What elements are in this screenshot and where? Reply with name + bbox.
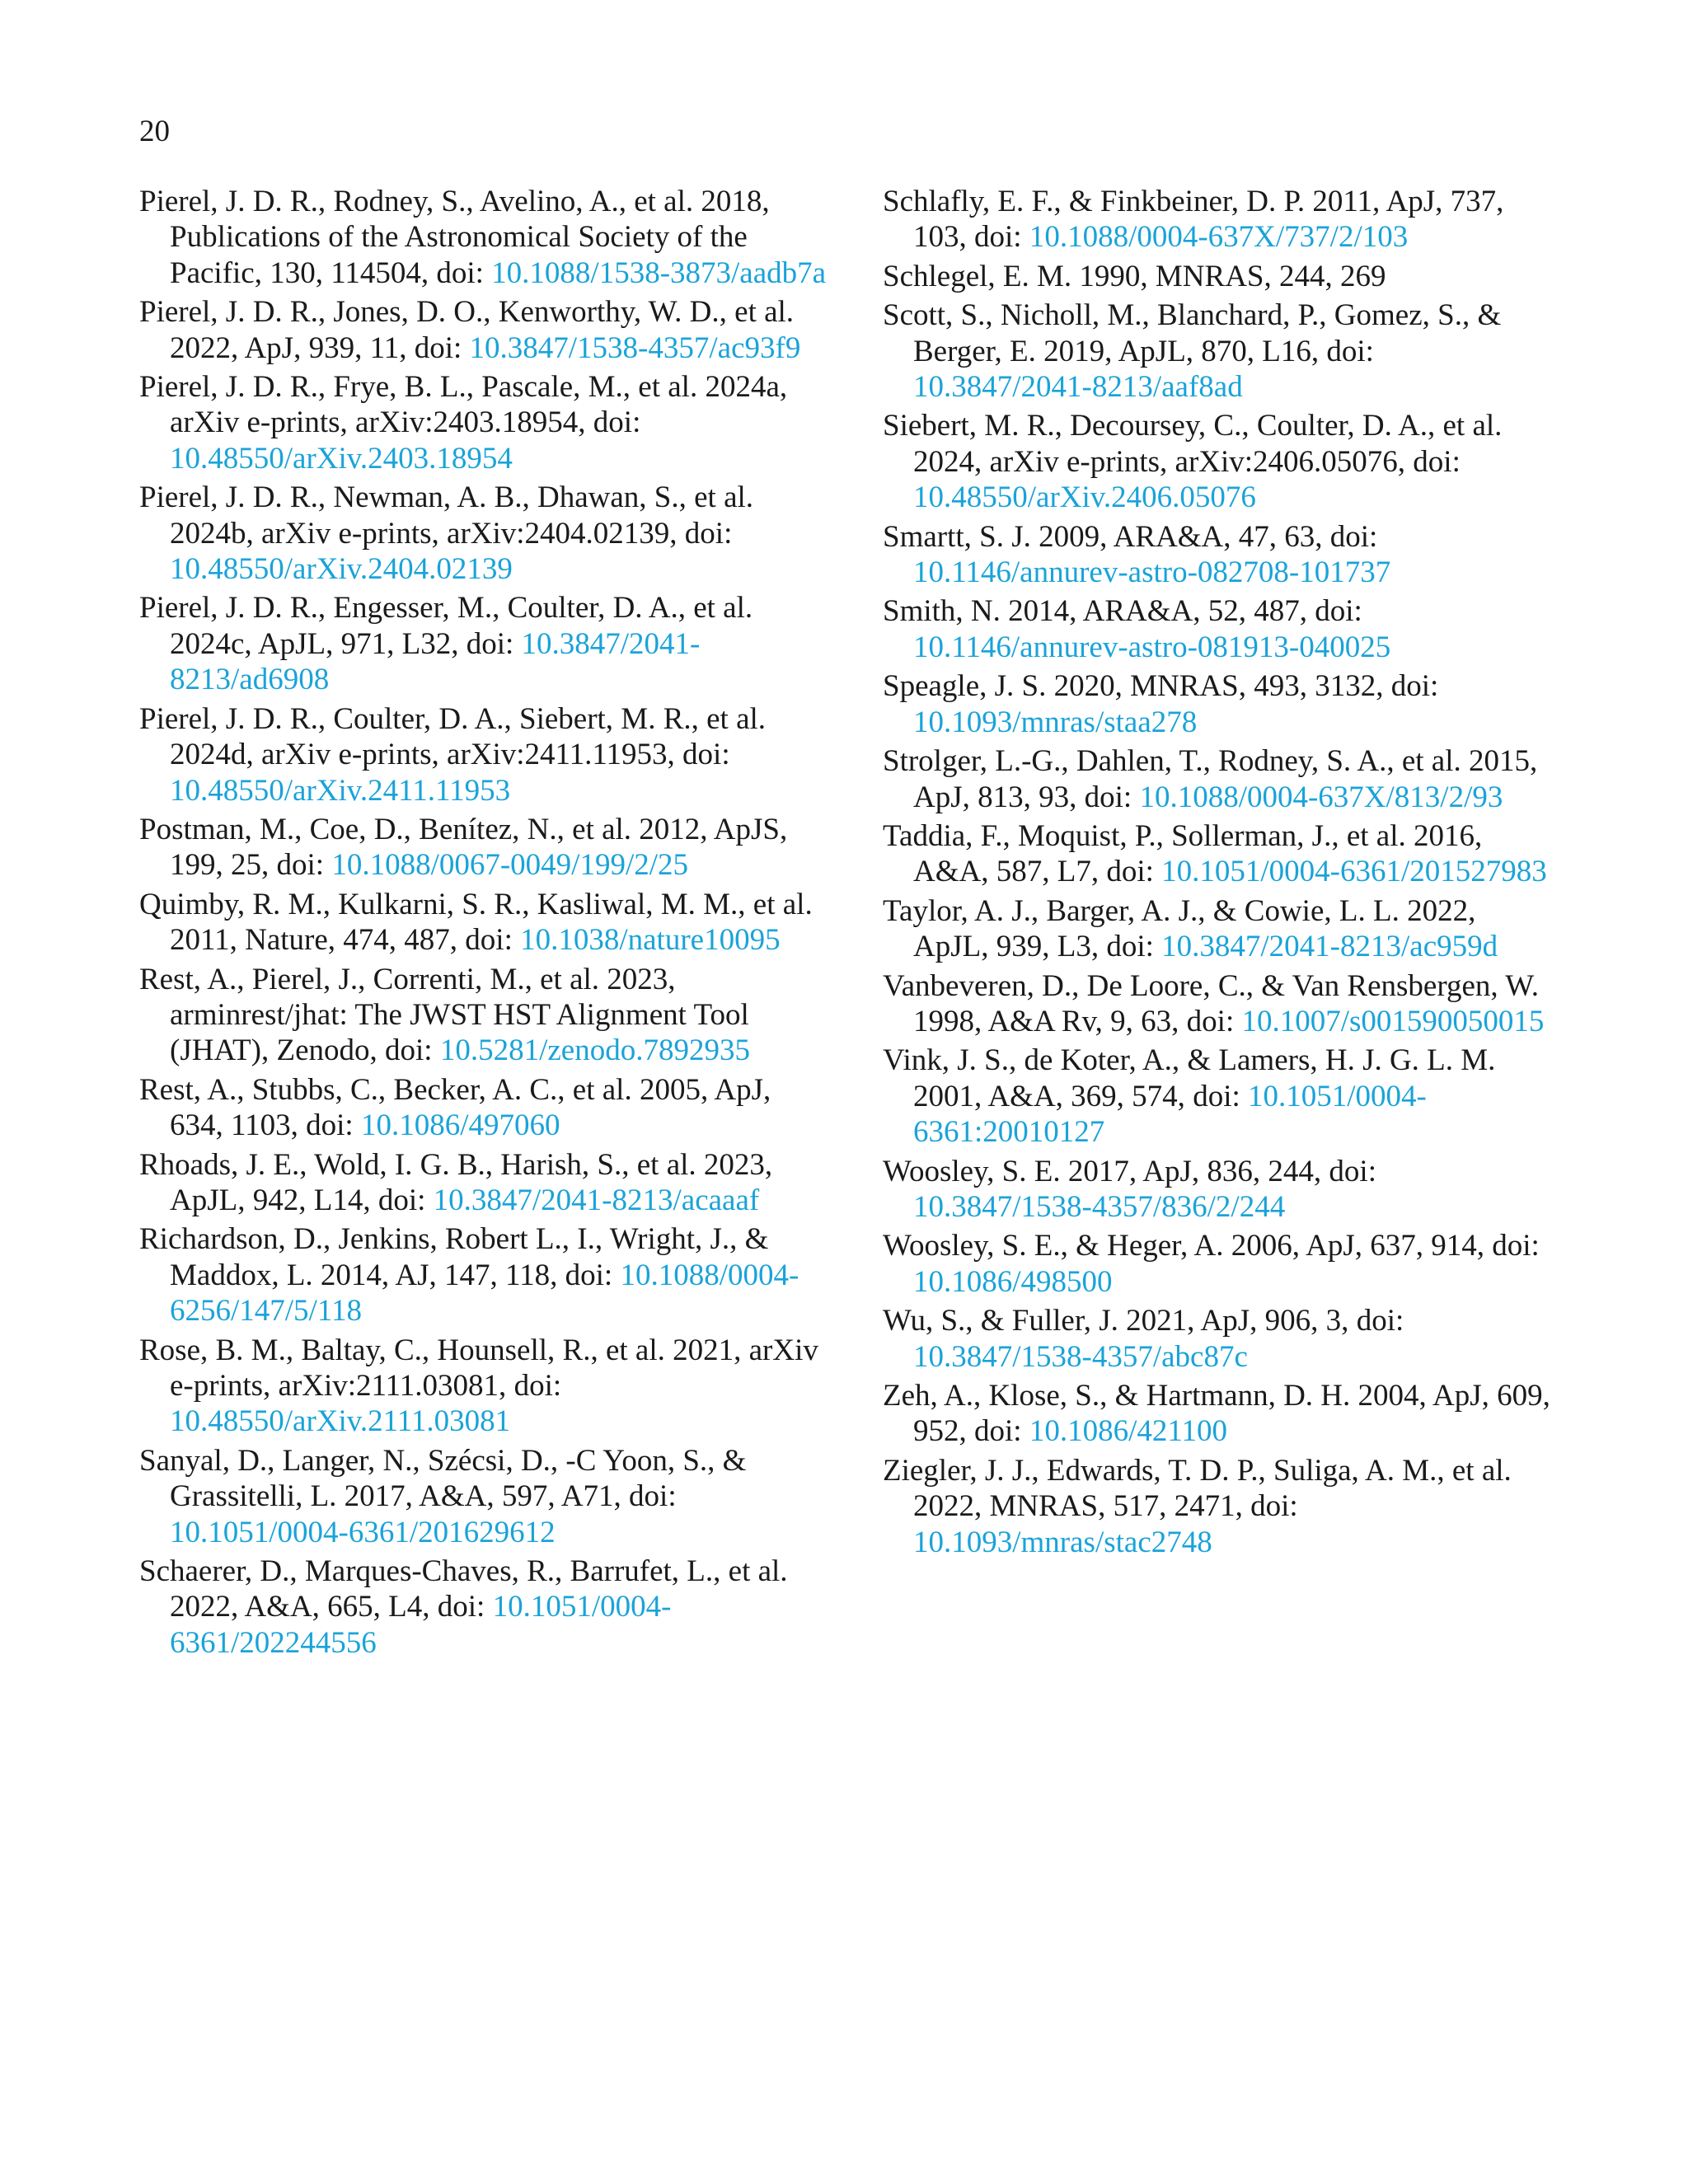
doi-link[interactable]: 10.1086/421100	[1029, 1414, 1227, 1449]
reference-text: Wu, S., & Fuller, J. 2021, ApJ, 906, 3,	[883, 1304, 1349, 1338]
reference-entry	[883, 1043, 1554, 1150]
reference-entry	[139, 590, 828, 697]
reference-text: Taylor, A. J., Barger, A. J., & Cowie, L. L. 2022, ApJL, 939, L3,	[883, 893, 1476, 964]
doi-label: doi:	[414, 330, 462, 365]
doi-link[interactable]: 10.1038/nature10095	[520, 923, 781, 958]
doi-label: doi:	[1492, 1229, 1540, 1263]
doi-label: doi:	[684, 516, 733, 551]
reference-text: Rhoads, J. E., Wold, I. G. B., Harish, S., et al. 2023, ApJL, 942, L14,	[139, 1147, 773, 1217]
doi-label: doi:	[682, 738, 730, 772]
reference-entry	[883, 1154, 1554, 1226]
reference-entry	[139, 1221, 828, 1329]
reference-entry	[139, 1072, 828, 1144]
doi-link[interactable]: 10.1146/annurev-astro-082708-101737	[913, 555, 1391, 590]
doi-label: doi:	[377, 1183, 426, 1217]
doi-label: doi:	[1329, 1154, 1376, 1188]
reference-entry	[139, 962, 828, 1069]
reference-entry	[883, 1228, 1554, 1300]
reference-entry	[883, 1453, 1554, 1560]
reference-text: Pierel, J. D. R., Engesser, M., Coulter, D. A., et al. 2024c, ApJL, 971, L32,	[139, 591, 753, 661]
reference-text: Vanbeveren, D., De Loore, C., & Van Rensbergen, W. 1998, A&A Rv, 9, 63,	[883, 968, 1540, 1038]
doi-label: doi:	[1326, 334, 1374, 368]
doi-label: doi:	[974, 1414, 1022, 1449]
doi-label: doi:	[1193, 1079, 1240, 1113]
reference-entry	[883, 259, 1554, 294]
reference-entry	[883, 408, 1554, 515]
doi-link[interactable]: 10.3847/1538-4357/836/2/244	[913, 1189, 1286, 1224]
reference-text: Zeh, A., Klose, S., & Hartmann, D. H. 2004, ApJ, 609, 952,	[883, 1379, 1550, 1449]
reference-entry	[883, 968, 1554, 1040]
references-right-column	[883, 184, 1554, 1563]
doi-label: doi:	[276, 848, 325, 883]
reference-text: Schaerer, D., Marques-Chaves, R., Barrufet, L., et al. 2022, A&A, 665, L4,	[139, 1554, 788, 1624]
reference-text: Rest, A., Stubbs, C., Becker, A. C., et al. 2005, ApJ, 634, 1103,	[139, 1072, 771, 1143]
doi-link[interactable]: 10.48550/arXiv.2403.18954	[170, 441, 513, 476]
reference-entry	[139, 701, 828, 808]
doi-label: doi:	[1413, 444, 1461, 479]
doi-link[interactable]: 10.1051/0004-6361/202244556	[170, 1590, 672, 1660]
doi-label: doi:	[1329, 519, 1378, 554]
reference-text: Postman, M., Coe, D., Benítez, N., et al. 2012, ApJS, 199, 25,	[139, 812, 788, 883]
doi-label: doi:	[1315, 594, 1362, 629]
doi-label: doi:	[385, 1033, 433, 1068]
reference-entry	[883, 1303, 1554, 1375]
references-left-column	[139, 184, 828, 1664]
doi-label: doi:	[565, 1258, 613, 1292]
reference-entry	[139, 1443, 828, 1550]
doi-link[interactable]: 10.48550/arXiv.2111.03081	[170, 1404, 511, 1439]
reference-text: Pierel, J. D. R., Coulter, D. A., Siebert, M. R., et al. 2024d, arXiv e-prints, arXiv:2411.11953,	[139, 701, 767, 772]
reference-text: Taddia, F., Moquist, P., Sollerman, J., et al. 2016, A&A, 587, L7,	[883, 818, 1483, 889]
reference-text: Rest, A., Pierel, J., Correnti, M., et al. 2023, arminrest/jhat: The JWST HST Alignment Tool (JHAT), Zenodo,	[139, 962, 749, 1068]
reference-entry	[139, 294, 828, 366]
doi-link[interactable]: 10.3847/2041-8213/ad6908	[170, 626, 701, 697]
doi-link[interactable]: 10.1088/0004-6256/147/5/118	[170, 1258, 799, 1329]
reference-text: Strolger, L.-G., Dahlen, T., Rodney, S. A., et al. 2015, ApJ, 813, 93,	[883, 744, 1538, 814]
reference-entry	[883, 593, 1554, 665]
doi-label: doi:	[437, 1590, 485, 1624]
reference-text: Siebert, M. R., Decoursey, C., Coulter, D. A., et al. 2024, arXiv e-prints, arXiv:2406.05076,	[883, 409, 1503, 479]
reference-text: Pierel, J. D. R., Newman, A. B., Dhawan, S., et al. 2024b, arXiv e-prints, arXiv:2404.02139,	[139, 480, 754, 551]
reference-entry	[883, 818, 1554, 890]
doi-link[interactable]: 10.5281/zenodo.7892935	[439, 1033, 750, 1068]
doi-link[interactable]: 10.48550/arXiv.2406.05076	[913, 480, 1256, 515]
doi-link[interactable]: 10.1088/1538-3873/aadb7a	[491, 255, 827, 290]
doi-link[interactable]: 10.1086/497060	[360, 1108, 560, 1143]
reference-entry	[883, 1378, 1554, 1450]
doi-link[interactable]: 10.3847/2041-8213/aaf8ad	[913, 370, 1243, 405]
reference-text: Schlafly, E. F., & Finkbeiner, D. P. 2011, ApJ, 737, 103,	[883, 185, 1504, 255]
doi-link[interactable]: 10.3847/2041-8213/ac959d	[1161, 930, 1498, 964]
reference-entry	[883, 298, 1554, 405]
reference-entry	[139, 1333, 828, 1440]
doi-label: doi:	[593, 405, 641, 440]
reference-text: Vink, J. S., de Koter, A., & Lamers, H. J. G. L. M. 2001, A&A, 369, 574,	[883, 1043, 1496, 1113]
doi-link[interactable]: 10.1093/mnras/staa278	[913, 705, 1198, 739]
reference-text: Richardson, D., Jenkins, Robert L., I., Wright, J., & Maddox, L. 2014, AJ, 147, 118,	[139, 1222, 769, 1292]
doi-link[interactable]: 10.1051/0004-6361/201527983	[1161, 855, 1547, 889]
reference-text: Woosley, S. E. 2017, ApJ, 836, 244,	[883, 1154, 1322, 1188]
reference-entry	[139, 184, 828, 291]
doi-link[interactable]: 10.1051/0004-6361/201629612	[170, 1515, 556, 1549]
doi-label: doi:	[465, 923, 513, 958]
reference-entry	[883, 893, 1554, 965]
reference-entry	[139, 480, 828, 587]
doi-link[interactable]: 10.1007/s001590050015	[1241, 1004, 1545, 1038]
doi-link[interactable]: 10.48550/arXiv.2411.11953	[170, 773, 511, 808]
doi-link[interactable]: 10.1093/mnras/stac2748	[913, 1525, 1212, 1559]
doi-label: doi:	[1356, 1304, 1404, 1338]
doi-link[interactable]: 10.1088/0004-637X/813/2/93	[1139, 780, 1503, 814]
reference-text: Schlegel, E. M. 1990, MNRAS, 244, 269	[883, 259, 1386, 293]
reference-text: Sanyal, D., Langer, N., Szécsi, D., -C Yoon, S., & Grassitelli, L. 2017, A&A, 597, A71,	[139, 1443, 747, 1514]
doi-label: doi:	[436, 255, 484, 290]
doi-label: doi:	[306, 1108, 354, 1143]
doi-label: doi:	[1106, 855, 1154, 889]
reference-entry	[883, 668, 1554, 740]
doi-link[interactable]: 10.3847/1538-4357/ac93f9	[469, 330, 801, 365]
reference-text: Speagle, J. S. 2020, MNRAS, 493, 3132,	[883, 669, 1384, 704]
doi-label: doi:	[1250, 1489, 1298, 1524]
reference-text: Ziegler, J. J., Edwards, T. D. P., Suliga, A. M., et al. 2022, MNRAS, 517, 2471,	[883, 1453, 1512, 1524]
doi-label: doi:	[1106, 930, 1154, 964]
reference-entry	[139, 887, 828, 958]
doi-link[interactable]: 10.3847/1538-4357/abc87c	[913, 1339, 1248, 1374]
doi-label: doi:	[629, 1479, 677, 1514]
doi-link[interactable]: 10.1088/0004-637X/737/2/103	[1029, 220, 1409, 255]
reference-text: Rose, B. M., Baltay, C., Hounsell, R., et al. 2021, arXiv e-prints, arXiv:2111.03081,	[139, 1333, 818, 1403]
doi-link[interactable]: 10.48550/arXiv.2404.02139	[170, 552, 513, 587]
reference-text: Smith, N. 2014, ARA&A, 52, 487,	[883, 594, 1307, 629]
doi-label: doi:	[974, 220, 1022, 255]
page-number: 20	[139, 115, 170, 148]
doi-label: doi:	[513, 1369, 562, 1403]
reference-text: Smartt, S. J. 2009, ARA&A, 47, 63,	[883, 519, 1323, 554]
doi-link[interactable]: 10.1088/0067-0049/199/2/25	[331, 848, 689, 883]
doi-link[interactable]: 10.3847/2041-8213/acaaaf	[433, 1183, 760, 1217]
doi-label: doi:	[1390, 669, 1439, 704]
doi-link[interactable]: 10.1146/annurev-astro-081913-040025	[913, 630, 1391, 664]
doi-label: doi:	[1084, 780, 1132, 814]
reference-entry	[139, 812, 828, 883]
doi-link[interactable]: 10.1051/0004-6361:20010127	[913, 1079, 1427, 1150]
reference-text: Woosley, S. E., & Heger, A. 2006, ApJ, 637, 914,	[883, 1229, 1485, 1263]
doi-link[interactable]: 10.1086/498500	[913, 1264, 1113, 1299]
reference-text: Scott, S., Nicholl, M., Blanchard, P., Gomez, S., & Berger, E. 2019, ApJL, 870, L16,	[883, 298, 1502, 368]
doi-label: doi:	[1186, 1004, 1235, 1038]
reference-text: Quimby, R. M., Kulkarni, S. R., Kasliwal, M. M., et al. 2011, Nature, 474, 487,	[139, 887, 813, 958]
reference-entry	[883, 519, 1554, 591]
reference-entry	[139, 1554, 828, 1661]
reference-text: Pierel, J. D. R., Rodney, S., Avelino, A., et al. 2018, Publications of the Astronomical Society of the Pacific, 130, 114504,	[139, 185, 770, 290]
doi-label: doi:	[466, 626, 514, 661]
reference-entry	[139, 1147, 828, 1219]
reference-entry	[139, 369, 828, 476]
reference-entry	[883, 743, 1554, 815]
reference-text: Pierel, J. D. R., Frye, B. L., Pascale, M., et al. 2024a, arXiv e-prints, arXiv:2403.18954,	[139, 370, 788, 440]
reference-text: Pierel, J. D. R., Jones, D. O., Kenworthy, W. D., et al. 2022, ApJ, 939, 11,	[139, 295, 795, 365]
reference-entry	[883, 184, 1554, 255]
